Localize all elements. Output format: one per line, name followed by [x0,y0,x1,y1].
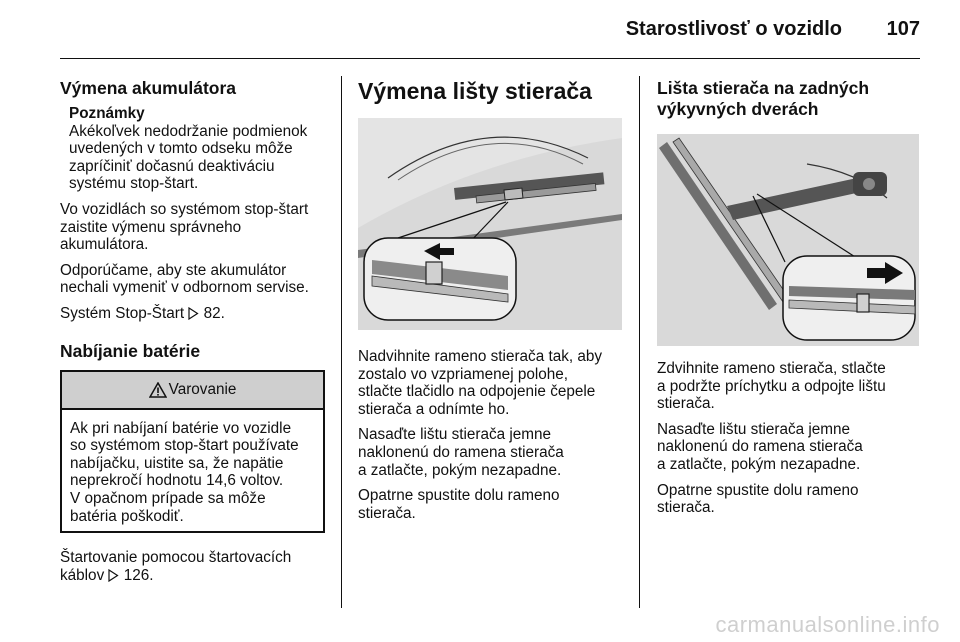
rear-wiper-drawing [657,134,919,346]
text-line: Opatrne spustite dolu rameno [657,481,859,499]
warning-triangle-icon [149,382,167,398]
text-line: Odporúčame, aby ste akumulátor [60,261,287,279]
text-line: zostalo vo vzpriamenej polohe, [358,365,569,383]
text-line: zaistite výmenu správneho [60,218,242,236]
note-line: uvedených v tomto odseku môže [69,140,293,158]
text-line: Zdvihnite rameno stierača, stlačte [657,360,886,377]
page-reference-arrow-icon [188,307,199,320]
text-line: stierača. [358,504,416,522]
text-line: a podržte príchytku a odpojte lištu [657,377,886,395]
warning-body [62,410,323,532]
warning-line: V opačnom prípade sa môže [70,489,266,507]
text-line: Opatrne spustite dolu rameno [358,487,560,505]
lower-wiper-paragraph [358,487,623,522]
stopstart-reference [60,305,325,323]
battery-replacement-heading: Výmena akumulátora [60,78,237,98]
rear-wiper-illustration [657,134,919,346]
watermark: carmanualsonline.info [715,612,940,637]
text-line: stierača. [657,499,715,517]
front-wiper-drawing [358,118,622,330]
reference-page: 82. [203,304,225,322]
page-header-title: Starostlivosť o vozidlo [625,18,842,40]
text-line: Nadvihnite rameno stierača tak, aby [358,348,603,365]
warning-text [70,420,315,526]
rear-lower-wiper-paragraph [657,482,922,517]
heading-line: Lišta stierača na zadných [657,78,870,98]
text-line: Štartovanie pomocou štartovacích [60,549,292,567]
note-line: Akékoľvek nedodržanie podmienok [69,122,308,140]
text-line: a zatlačte, pokým nezapadne. [657,455,861,473]
warning-line: nabíjačku, uistite sa, že napätie [70,454,284,472]
note-line: systému stop-štart. [69,175,199,193]
warning-box [60,370,325,534]
column-divider-2 [639,76,640,608]
heading-line: výkyvných dverách [657,99,819,119]
column-rear-wiper [657,78,922,525]
column-divider-1 [341,76,342,608]
note-block [60,105,325,193]
lift-wiper-paragraph [358,348,623,418]
battery-charging-heading: Nabíjanie batérie [60,340,201,361]
text-line: a zatlačte, pokým nezapadne. [358,461,562,479]
text-line: stlačte tlačidlo na odpojenie čepele [358,383,596,401]
attach-blade-paragraph [358,426,623,479]
note-text [69,123,325,193]
warning-line: batéria poškodiť. [70,507,184,525]
text-line: stierača a odnímte ho. [358,400,510,418]
text-line: naklonenú do ramena stierača [657,438,863,456]
warning-title: Varovanie [168,380,237,398]
jump-start-reference [60,549,325,584]
note-line: zapríčiniť dočasnú deaktiváciu [69,157,275,175]
text-line: stierača. [657,395,715,413]
front-wiper-illustration [358,118,622,330]
column-wiper-blade [358,78,623,530]
text-line: nechali vymeniť v odbornom servise. [60,279,309,297]
warning-line: Ak pri nabíjaní batérie vo vozidle [70,419,292,437]
service-recommendation-paragraph [60,262,325,297]
warning-line: neprekročí hodnotu 14,6 voltov. [70,472,284,490]
text-line: naklonenú do ramena stierača [358,443,564,461]
reference-text: káblov [60,566,105,584]
note-title: Poznámky [69,105,145,122]
text-line: akumulátora. [60,236,149,254]
column-battery [60,78,325,592]
page-reference-arrow-icon [108,569,119,582]
rear-lift-wiper-paragraph [657,360,922,413]
rear-wiper-heading [657,78,922,120]
text-line: Nasaďte lištu stierača jemne [657,420,851,438]
warning-header [62,372,323,410]
page-number: 107 [886,18,920,40]
warning-line: so systémom stop-štart používate [70,437,299,455]
rear-attach-blade-paragraph [657,421,922,474]
text-line: Vo vozidlách so systémom stop-štart [60,200,309,218]
stopstart-battery-paragraph [60,201,325,254]
wiper-blade-replacement-heading: Výmena lišty stierača [358,78,592,104]
header-rule [60,58,920,59]
text-line: Nasaďte lištu stierača jemne [358,426,552,444]
reference-page: 126. [123,566,154,584]
reference-text: Systém Stop-Štart [60,304,185,322]
